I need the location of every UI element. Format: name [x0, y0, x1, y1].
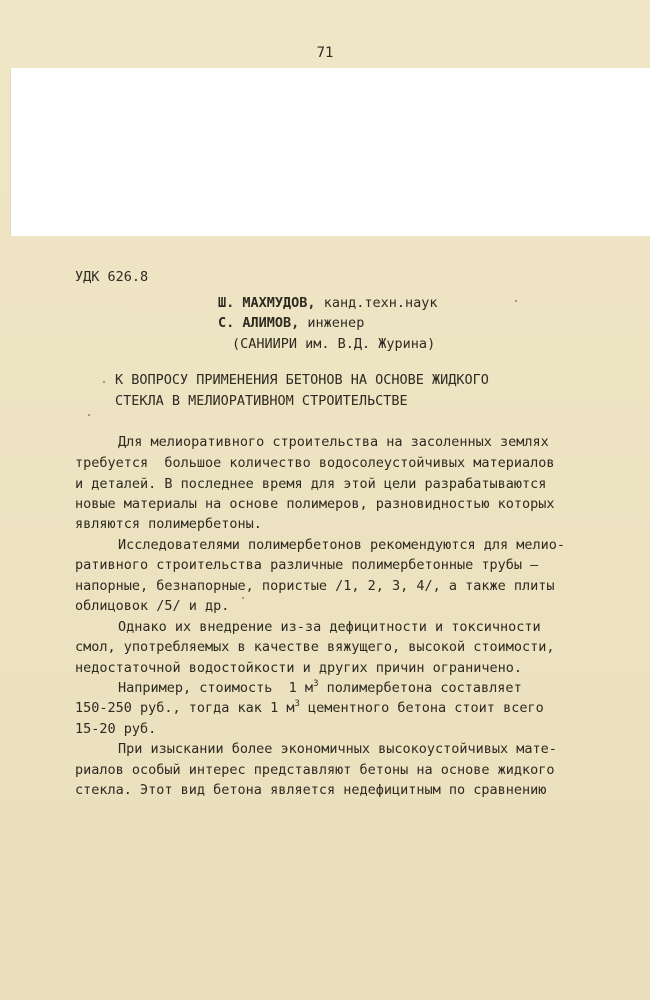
body-line: облицовок /5/ и др.	[75, 598, 230, 614]
superscript: 3	[313, 679, 319, 689]
body-line	[118, 680, 522, 698]
body-line: риалов особый интерес представляют бетоны на основе жидкого	[75, 762, 555, 778]
body-line: смол, употребляемых в качестве вяжущего, высокой стоимости,	[75, 639, 555, 655]
body-line: Для мелиоративного строительства на засоленных землях	[118, 434, 549, 450]
body-text: 150-250 руб., тогда как 1 м	[75, 700, 295, 716]
affiliation: (САНИИРИ им. В.Д. Журина)	[232, 336, 436, 352]
body-line: недостаточной водостойкости и других причин ограничено.	[75, 660, 523, 676]
body-text: Например, стоимость 1 м	[118, 680, 314, 696]
paper-speck	[88, 414, 90, 416]
paper-speck	[242, 597, 244, 599]
body-line: 15-20 руб.	[75, 721, 157, 737]
article-title-line-2: СТЕКЛА В МЕЛИОРАТИВНОМ СТРОИТЕЛЬСТВЕ	[115, 393, 408, 409]
body-text: цементного бетона стоит всего	[299, 700, 544, 716]
body-text: полимербетона составляет	[318, 680, 522, 696]
body-line: требуется большое количество водосолеустойчивых материалов	[75, 455, 555, 471]
body-line: напорные, безнапорные, пористые /1, 2, 3, 4/, а также плиты	[75, 578, 555, 594]
body-line: и деталей. В последнее время для этой цели разрабатываются	[75, 476, 547, 492]
author-1-role: канд.техн.наук	[323, 295, 438, 311]
paper-speck	[103, 381, 105, 383]
author-1	[218, 295, 437, 311]
body-line: Исследователями полимербетонов рекомендуются для мелио-	[118, 537, 566, 553]
author-2-name: С. АЛИМОВ,	[218, 315, 300, 331]
body-line: новые материалы на основе полимеров, разновидностью которых	[75, 496, 555, 512]
author-2-role: инженер	[307, 315, 365, 331]
body-line: являются полимербетоны.	[75, 516, 262, 532]
author-1-name: Ш. МАХМУДОВ,	[218, 295, 316, 311]
article-title-line-1: К ВОПРОСУ ПРИМЕНЕНИЯ БЕТОНОВ НА ОСНОВЕ ЖИДКОГО	[115, 372, 489, 388]
superscript: 3	[294, 699, 300, 709]
paper-speck	[515, 300, 517, 302]
body-line: Однако их внедрение из-за дефицитности и токсичности	[118, 619, 541, 635]
author-2	[218, 315, 364, 331]
body-line: При изыскании более экономичных высокоустойчивых мате-	[118, 741, 557, 757]
blank-white-strip	[10, 68, 650, 236]
page-number: 71	[316, 45, 334, 61]
udc-code: УДК 626.8	[75, 269, 149, 285]
body-line: стекла. Этот вид бетона является недефицитным по сравнению	[75, 782, 547, 798]
body-line	[75, 700, 544, 718]
body-line: ративного строительства различные полимербетонные трубы –	[75, 557, 539, 573]
